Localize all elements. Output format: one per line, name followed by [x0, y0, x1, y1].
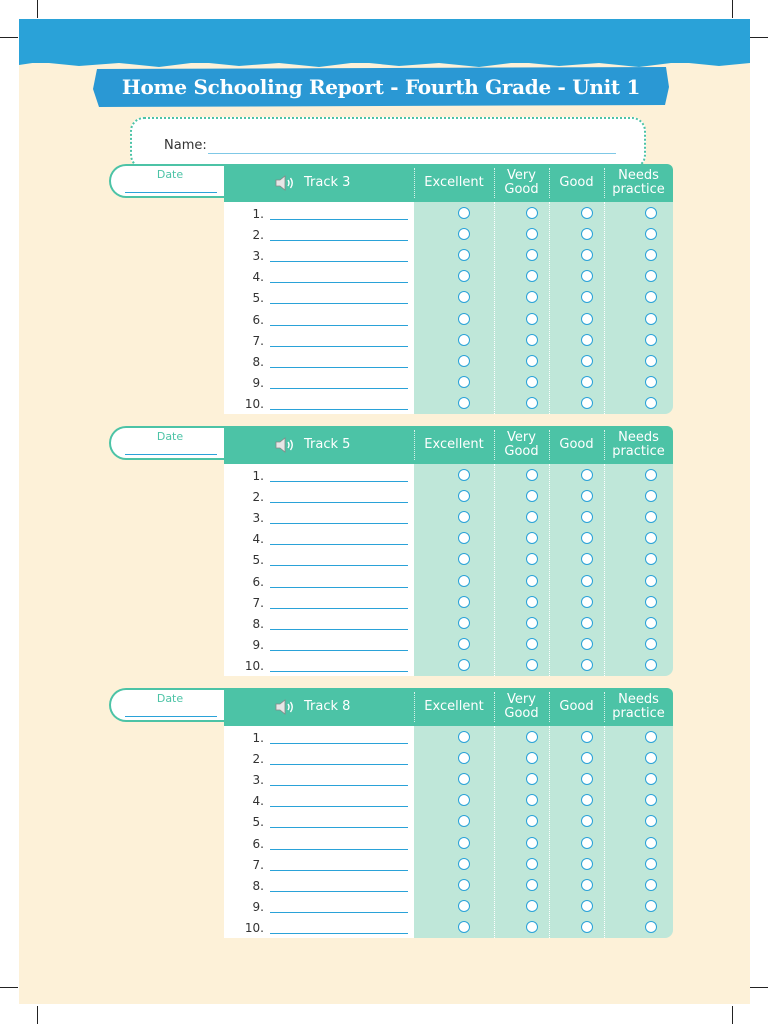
row-number: 3. [252, 773, 264, 788]
radio-needs-practice[interactable] [645, 376, 657, 388]
radio-very-good[interactable] [526, 731, 538, 743]
radio-very-good[interactable] [526, 228, 538, 240]
radio-very-good[interactable] [526, 900, 538, 912]
date-label: Date [156, 430, 184, 443]
row-number: 4. [252, 532, 264, 547]
row-number: 7. [252, 595, 264, 610]
track-label: Track 5 [304, 437, 351, 452]
date-box [109, 164, 227, 198]
radio-good[interactable] [581, 355, 593, 367]
table-row [224, 655, 673, 676]
answer-line[interactable] [270, 282, 408, 283]
radio-needs-practice[interactable] [645, 596, 657, 608]
radio-very-good[interactable] [526, 575, 538, 587]
col-very-good-header-text: Very [507, 168, 536, 183]
track-header [224, 688, 673, 726]
radio-very-good[interactable] [526, 638, 538, 650]
row-number: 1. [252, 207, 264, 221]
col-excellent-header-text: Excellent [424, 175, 484, 190]
radio-excellent[interactable] [458, 575, 470, 587]
row-number: 3. [252, 249, 264, 264]
radio-very-good[interactable] [526, 815, 538, 827]
crop-mark [0, 37, 18, 38]
col-very-good-header [494, 688, 549, 726]
answer-line[interactable] [270, 743, 408, 744]
row-number: 8. [252, 878, 264, 893]
radio-excellent[interactable] [458, 617, 470, 629]
date-box [109, 426, 227, 460]
answer-line[interactable] [270, 303, 408, 304]
table-row [224, 549, 673, 570]
radio-good[interactable] [581, 575, 593, 587]
col-needs-practice-header-text: Needs [618, 430, 659, 445]
radio-very-good[interactable] [526, 532, 538, 544]
radio-very-good[interactable] [526, 921, 538, 933]
track-title [274, 164, 350, 202]
header-divider [549, 430, 550, 460]
crop-mark [732, 1006, 733, 1024]
col-good-header-text: Good [559, 175, 594, 190]
radio-very-good[interactable] [526, 376, 538, 388]
table-row [224, 790, 673, 811]
radio-very-good[interactable] [526, 397, 538, 409]
table-row [224, 393, 673, 414]
radio-needs-practice[interactable] [645, 207, 657, 219]
date-label: Date [156, 692, 184, 705]
radio-good[interactable] [581, 837, 593, 849]
col-excellent-header [414, 426, 494, 464]
col-good-header-text: Good [559, 437, 594, 452]
row-number: 6. [252, 312, 264, 327]
answer-line[interactable] [270, 565, 408, 566]
col-very-good-header [494, 164, 549, 202]
header-divider [604, 168, 605, 198]
radio-needs-practice[interactable] [645, 879, 657, 891]
table-row [224, 486, 673, 507]
radio-needs-practice[interactable] [645, 291, 657, 303]
radio-good[interactable] [581, 334, 593, 346]
radio-very-good[interactable] [526, 752, 538, 764]
col-needs-practice-header-text: Needs [618, 692, 659, 707]
col-needs-practice-header [604, 688, 673, 726]
radio-needs-practice[interactable] [645, 334, 657, 346]
radio-very-good[interactable] [526, 858, 538, 870]
col-needs-practice-header-text: Needs [618, 168, 659, 183]
radio-excellent[interactable] [458, 355, 470, 367]
table-row [224, 571, 673, 592]
radio-needs-practice[interactable] [645, 752, 657, 764]
radio-very-good[interactable] [526, 249, 538, 261]
col-good-header [549, 164, 604, 202]
radio-excellent[interactable] [458, 270, 470, 282]
radio-excellent[interactable] [458, 207, 470, 219]
radio-excellent[interactable] [458, 532, 470, 544]
answer-line[interactable] [270, 240, 408, 241]
row-number: 10. [244, 658, 264, 673]
answer-line[interactable] [270, 544, 408, 545]
radio-excellent[interactable] [458, 291, 470, 303]
table-row [224, 634, 673, 655]
answer-line[interactable] [270, 523, 408, 524]
radio-good[interactable] [581, 815, 593, 827]
table-row [224, 351, 673, 372]
header-divider [494, 430, 495, 460]
answer-line[interactable] [270, 388, 408, 389]
crop-mark [37, 0, 38, 18]
answer-line[interactable] [270, 587, 408, 588]
answer-line[interactable] [270, 481, 408, 482]
col-needs-practice-header [604, 164, 673, 202]
radio-excellent[interactable] [458, 638, 470, 650]
row-number: 2. [252, 752, 264, 767]
radio-needs-practice[interactable] [645, 469, 657, 481]
radio-very-good[interactable] [526, 553, 538, 565]
radio-needs-practice[interactable] [645, 228, 657, 240]
radio-good[interactable] [581, 270, 593, 282]
date-box [109, 688, 227, 722]
speaker-icon[interactable] [274, 175, 296, 191]
speaker-icon[interactable] [274, 437, 296, 453]
radio-very-good[interactable] [526, 291, 538, 303]
radio-excellent[interactable] [458, 837, 470, 849]
radio-needs-practice[interactable] [645, 617, 657, 629]
col-excellent-header [414, 688, 494, 726]
radio-good[interactable] [581, 532, 593, 544]
worksheet-page [19, 19, 750, 1004]
table-row [224, 748, 673, 769]
col-needs-practice-header [604, 426, 673, 464]
radio-excellent[interactable] [458, 879, 470, 891]
radio-needs-practice[interactable] [645, 249, 657, 261]
row-number: 2. [252, 228, 264, 243]
table-row [224, 528, 673, 549]
col-needs-practice-header-text: practice [612, 182, 665, 197]
col-excellent-header-text: Excellent [424, 699, 484, 714]
radio-good[interactable] [581, 228, 593, 240]
radio-needs-practice[interactable] [645, 731, 657, 743]
answer-line[interactable] [270, 219, 408, 220]
speaker-icon[interactable] [274, 699, 296, 715]
radio-good[interactable] [581, 752, 593, 764]
answer-line[interactable] [270, 367, 408, 368]
radio-good[interactable] [581, 397, 593, 409]
radio-good[interactable] [581, 731, 593, 743]
radio-good[interactable] [581, 376, 593, 388]
radio-good[interactable] [581, 249, 593, 261]
radio-very-good[interactable] [526, 837, 538, 849]
col-excellent-header [414, 164, 494, 202]
radio-needs-practice[interactable] [645, 313, 657, 325]
track-section [19, 426, 750, 676]
radio-needs-practice[interactable] [645, 900, 657, 912]
col-very-good-header-text: Very [507, 430, 536, 445]
radio-very-good[interactable] [526, 511, 538, 523]
answer-line[interactable] [270, 785, 408, 786]
table-row [224, 811, 673, 832]
radio-excellent[interactable] [458, 900, 470, 912]
radio-very-good[interactable] [526, 469, 538, 481]
radio-excellent[interactable] [458, 334, 470, 346]
date-input-line[interactable] [125, 454, 217, 455]
radio-good[interactable] [581, 511, 593, 523]
radio-needs-practice[interactable] [645, 773, 657, 785]
table-row [224, 224, 673, 245]
radio-good[interactable] [581, 469, 593, 481]
col-good-header [549, 426, 604, 464]
answer-line[interactable] [270, 346, 408, 347]
crop-mark [732, 0, 733, 18]
table-row [224, 287, 673, 308]
row-number: 3. [252, 511, 264, 526]
crop-mark [750, 37, 768, 38]
radio-needs-practice[interactable] [645, 921, 657, 933]
radio-good[interactable] [581, 659, 593, 671]
header-divider [414, 430, 415, 460]
radio-needs-practice[interactable] [645, 270, 657, 282]
radio-very-good[interactable] [526, 313, 538, 325]
table-row [224, 727, 673, 748]
track-section [19, 688, 750, 938]
radio-very-good[interactable] [526, 659, 538, 671]
row-number: 10. [244, 920, 264, 935]
answer-line[interactable] [270, 891, 408, 892]
row-number: 5. [252, 815, 264, 830]
radio-excellent[interactable] [458, 815, 470, 827]
radio-needs-practice[interactable] [645, 553, 657, 565]
row-number: 4. [252, 794, 264, 809]
col-good-header [549, 688, 604, 726]
table-row [224, 896, 673, 917]
row-number: 10. [244, 396, 264, 411]
header-divider [414, 692, 415, 722]
radio-very-good[interactable] [526, 355, 538, 367]
header-divider [414, 168, 415, 198]
name-label: Name: [164, 138, 207, 153]
radio-needs-practice[interactable] [645, 858, 657, 870]
radio-very-good[interactable] [526, 270, 538, 282]
row-number: 2. [252, 490, 264, 505]
name-box [130, 117, 646, 169]
col-needs-practice-header-text: practice [612, 444, 665, 459]
radio-very-good[interactable] [526, 596, 538, 608]
radio-good[interactable] [581, 313, 593, 325]
track-title [274, 426, 350, 464]
answer-line[interactable] [270, 409, 408, 410]
row-number: 9. [252, 375, 264, 390]
row-number: 9. [252, 899, 264, 914]
radio-good[interactable] [581, 900, 593, 912]
crop-mark [750, 987, 768, 988]
date-input-line[interactable] [125, 192, 217, 193]
col-very-good-header-text: Good [504, 444, 539, 459]
row-number: 5. [252, 553, 264, 568]
radio-good[interactable] [581, 596, 593, 608]
row-number: 8. [252, 616, 264, 631]
radio-good[interactable] [581, 617, 593, 629]
table-row [224, 507, 673, 528]
answer-line[interactable] [270, 325, 408, 326]
header-divider [604, 430, 605, 460]
radio-excellent[interactable] [458, 490, 470, 502]
radio-very-good[interactable] [526, 207, 538, 219]
answer-line[interactable] [270, 764, 408, 765]
date-label: Date [156, 168, 184, 181]
radio-good[interactable] [581, 638, 593, 650]
radio-needs-practice[interactable] [645, 794, 657, 806]
header-divider [494, 692, 495, 722]
table-row [224, 330, 673, 351]
table-row [224, 875, 673, 896]
crop-mark [0, 987, 18, 988]
radio-excellent[interactable] [458, 376, 470, 388]
radio-excellent[interactable] [458, 397, 470, 409]
table-row [224, 917, 673, 938]
radio-good[interactable] [581, 794, 593, 806]
table-row [224, 245, 673, 266]
row-number: 6. [252, 836, 264, 851]
col-very-good-header-text: Good [504, 706, 539, 721]
radio-excellent[interactable] [458, 249, 470, 261]
radio-needs-practice[interactable] [645, 490, 657, 502]
radio-excellent[interactable] [458, 752, 470, 764]
answer-line[interactable] [270, 502, 408, 503]
header-divider [549, 168, 550, 198]
table-row [224, 266, 673, 287]
track-title [274, 688, 350, 726]
answer-line[interactable] [270, 608, 408, 609]
radio-good[interactable] [581, 553, 593, 565]
row-number: 5. [252, 291, 264, 306]
radio-needs-practice[interactable] [645, 575, 657, 587]
radio-excellent[interactable] [458, 921, 470, 933]
col-needs-practice-header-text: practice [612, 706, 665, 721]
radio-excellent[interactable] [458, 469, 470, 481]
row-number: 7. [252, 333, 264, 348]
date-input-line[interactable] [125, 716, 217, 717]
header-divider [549, 692, 550, 722]
col-very-good-header-text: Very [507, 692, 536, 707]
row-number: 6. [252, 574, 264, 589]
radio-excellent[interactable] [458, 313, 470, 325]
track-label: Track 8 [304, 699, 351, 714]
radio-needs-practice[interactable] [645, 815, 657, 827]
col-very-good-header-text: Good [504, 182, 539, 197]
table-row [224, 833, 673, 854]
radio-good[interactable] [581, 858, 593, 870]
radio-good[interactable] [581, 921, 593, 933]
radio-good[interactable] [581, 490, 593, 502]
answer-line[interactable] [270, 827, 408, 828]
radio-needs-practice[interactable] [645, 659, 657, 671]
answer-line[interactable] [270, 671, 408, 672]
radio-needs-practice[interactable] [645, 355, 657, 367]
radio-excellent[interactable] [458, 794, 470, 806]
radio-needs-practice[interactable] [645, 837, 657, 849]
radio-very-good[interactable] [526, 794, 538, 806]
table-row [224, 769, 673, 790]
radio-very-good[interactable] [526, 334, 538, 346]
row-number: 8. [252, 354, 264, 369]
header-divider [604, 692, 605, 722]
title-banner [91, 65, 671, 109]
table-row [224, 372, 673, 393]
radio-very-good[interactable] [526, 617, 538, 629]
row-number: 4. [252, 270, 264, 285]
radio-excellent[interactable] [458, 731, 470, 743]
radio-needs-practice[interactable] [645, 397, 657, 409]
table-row [224, 613, 673, 634]
crop-mark [37, 1006, 38, 1024]
row-number: 1. [252, 469, 264, 483]
row-number: 9. [252, 637, 264, 652]
radio-excellent[interactable] [458, 659, 470, 671]
radio-good[interactable] [581, 879, 593, 891]
track-header [224, 426, 673, 464]
radio-needs-practice[interactable] [645, 638, 657, 650]
radio-good[interactable] [581, 291, 593, 303]
col-very-good-header [494, 426, 549, 464]
track-label: Track 3 [304, 175, 351, 190]
answer-line[interactable] [270, 261, 408, 262]
radio-needs-practice[interactable] [645, 532, 657, 544]
radio-very-good[interactable] [526, 773, 538, 785]
answer-line[interactable] [270, 912, 408, 913]
radio-excellent[interactable] [458, 596, 470, 608]
radio-good[interactable] [581, 207, 593, 219]
table-row [224, 203, 673, 224]
col-excellent-header-text: Excellent [424, 437, 484, 452]
row-number: 7. [252, 857, 264, 872]
radio-excellent[interactable] [458, 553, 470, 565]
answer-line[interactable] [270, 933, 408, 934]
answer-line[interactable] [270, 806, 408, 807]
col-good-header-text: Good [559, 699, 594, 714]
radio-excellent[interactable] [458, 228, 470, 240]
radio-very-good[interactable] [526, 490, 538, 502]
radio-excellent[interactable] [458, 511, 470, 523]
answer-line[interactable] [270, 629, 408, 630]
header-divider [494, 168, 495, 198]
table-row [224, 592, 673, 613]
track-section [19, 164, 750, 414]
radio-needs-practice[interactable] [645, 511, 657, 523]
radio-excellent[interactable] [458, 858, 470, 870]
table-row [224, 465, 673, 486]
name-input-line[interactable] [208, 153, 616, 154]
table-row [224, 309, 673, 330]
table-row [224, 854, 673, 875]
page-title: Home Schooling Report - Fourth Grade - Unit 1 [121, 75, 641, 99]
row-number: 1. [252, 731, 264, 745]
radio-good[interactable] [581, 773, 593, 785]
answer-line[interactable] [270, 650, 408, 651]
radio-excellent[interactable] [458, 773, 470, 785]
radio-very-good[interactable] [526, 879, 538, 891]
track-header [224, 164, 673, 202]
answer-line[interactable] [270, 870, 408, 871]
answer-line[interactable] [270, 849, 408, 850]
